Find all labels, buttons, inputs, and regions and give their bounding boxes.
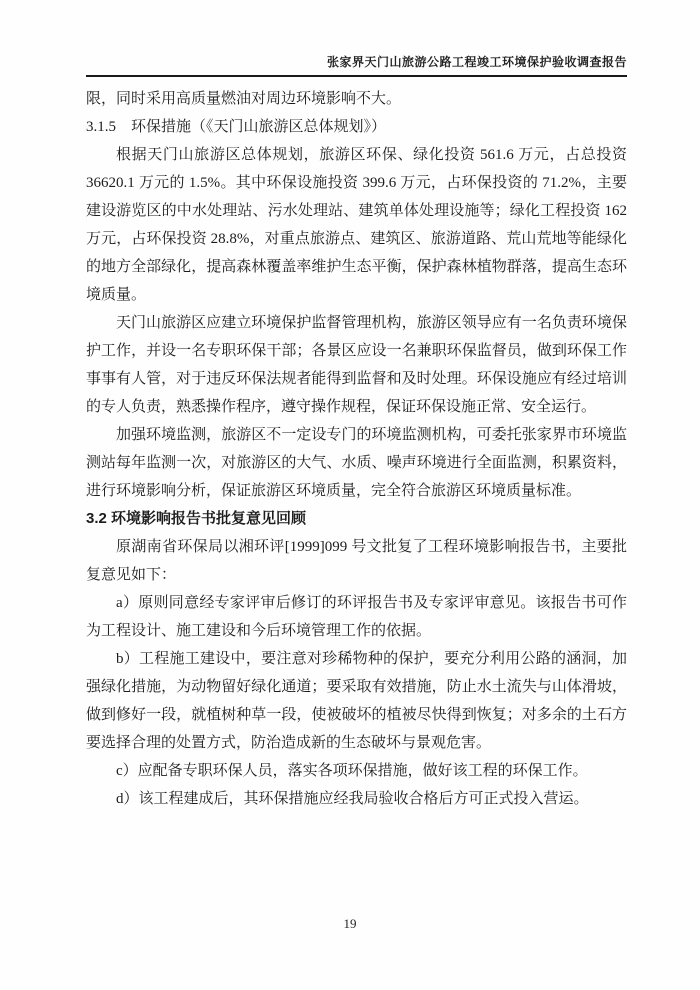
paragraph-item-c: c）应配备专职环保人员，落实各项环保措施，做好该工程的环保工作。 (116, 763, 588, 779)
paragraph-supervision: 天门山旅游区应建立环境保护监督管理机构，旅游区领导应有一名负责环境保护工作，并设一名专职环保干部；各景区应设一名兼职环保监督员，做到环保工作事事有人管，对于违反环保法规者能得到监督和及时处理。环保设施应有经过培训的专人负责，熟悉操作程序，遵守操作规程，保证环保设施正常、安全运行。 (86, 315, 627, 415)
page-header-title: 张家界天门山旅游公路工程竣工环境保护验收调查报告 (86, 53, 627, 77)
section-heading-3-2: 3.2 环境影响报告书批复意见回顾 (86, 510, 307, 527)
paragraph-continuation: 限，同时采用高质量燃油对周边环境影响不大。 (86, 91, 402, 107)
document-body (86, 85, 627, 813)
paragraph-item-d: d）该工程建成后，其环保措施应经我局验收合格后方可正式投入营运。 (116, 791, 589, 807)
paragraph-item-b: b）工程施工建设中，要注意对珍稀物种的保护，要充分利用公路的涵洞，加强绿化措施，为动物留好绿化通道；要采取有效措施，防止水土流失与山体滑坡，做到修好一段，就植树种草一段，使被破坏的植被尽快得到恢复；对多余的土石方要选择合理的处置方式，防治造成新的生态破坏与景观危害。 (86, 651, 627, 751)
page-number: 19 (343, 916, 357, 931)
paragraph-monitoring: 加强环境监测，旅游区不一定设专门的环境监测机构，可委托张家界市环境监测站每年监测一次，对旅游区的大气、水质、噪声环境进行全面监测，积累资料，进行环境影响分析，保证旅游区环境质量，完全符合旅游区环境质量标准。 (86, 427, 627, 499)
paragraph-approval-intro: 原湖南省环保局以湘环评[1999]099 号文批复了工程环境影响报告书，主要批复意见如下： (86, 539, 627, 583)
paragraph-investment: 根据天门山旅游区总体规划，旅游区环保、绿化投资 561.6 万元，占总投资 36620.1 万元的 1.5%。其中环保设施投资 399.6 万元，占环保投资的 71.2%，主要建设游览区的中水处理站、污水处理站、建筑单体处理设施等；绿化工程投资 162 万元，占环保投资 28.8%，对重点旅游点、建筑区、旅游道路、荒山荒地等能绿化的地方全部绿化，提高森林覆盖率维护生态平衡，保护森林植物群落，提高生态环境质量。 (86, 147, 627, 303)
paragraph-item-a: a）原则同意经专家评审后修订的环评报告书及专家评审意见。该报告书可作为工程设计、施工建设和今后环境管理工作的依据。 (86, 595, 627, 639)
section-heading-3-1-5: 3.1.5 环保措施（《天门山旅游区总体规划》） (86, 119, 387, 135)
